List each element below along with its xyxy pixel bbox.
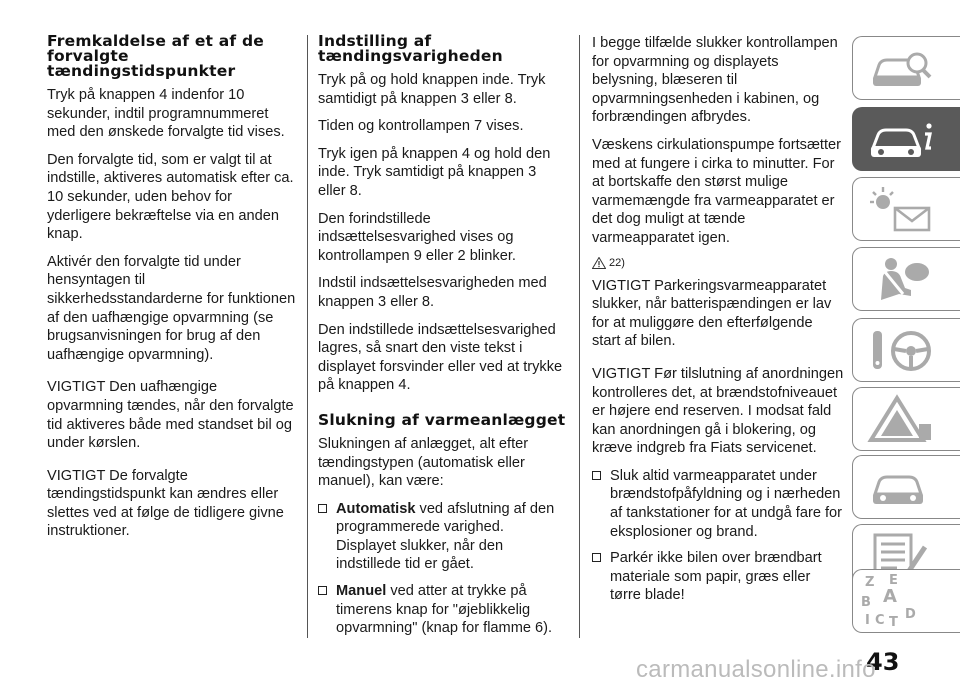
important-note: VIGTIGT De forvalgte tændingstidspunkt kan ændres eller slettes ved at følge de tidligere givne instruktioner.	[47, 467, 284, 540]
column-divider	[307, 35, 308, 638]
watermark: carmanualsonline.info	[636, 656, 876, 683]
checkbox-bullet-icon	[318, 504, 327, 513]
car-search-icon	[867, 43, 937, 95]
index-letter: D	[905, 607, 916, 622]
index-letter: C	[875, 613, 885, 628]
bullet-term: Automatisk	[336, 500, 416, 517]
chapter-tab-starting[interactable]	[852, 318, 960, 382]
section-heading-switch-off: Slukning af varmeanlægget	[318, 410, 566, 429]
page-number: 43	[866, 648, 900, 676]
seatbelt-airbag-icon	[867, 254, 937, 306]
column-1	[47, 34, 297, 550]
paragraph: Tiden og kontrollampen 7 vises.	[318, 118, 524, 135]
important-note: VIGTIGT Parkeringsvarmeapparatet slukker, når batterispændingen er lav for at muliggøre den efterfølgende start af bilen.	[592, 277, 832, 350]
list-item-manual	[318, 582, 566, 638]
chapter-tab-lights[interactable]	[852, 177, 960, 241]
checkbox-bullet-icon	[318, 586, 327, 595]
section-heading-recall-times: Fremkaldelse af et af de forvalgte tændingstidspunkter	[47, 32, 264, 80]
index-letter: Z	[865, 575, 875, 590]
chapter-tab-car-info[interactable]	[852, 107, 960, 171]
index-letter: A	[883, 586, 897, 607]
paragraph: Aktivér den forvalgte tid under hensyntagen til sikkerhedsstandarderne for funktionen af den uafhængige opvarmning (se brugsanvisningen for brug af den uafhængige opvarmning).	[47, 253, 296, 363]
chapter-tab-safety[interactable]	[852, 247, 960, 311]
list-item-automatic	[318, 500, 566, 574]
paragraph: Tryk igen på knappen 4 og hold den inde. Tryk samtidigt på knappen 3 eller 8.	[318, 145, 551, 199]
chapter-tab-index[interactable]	[852, 569, 960, 633]
bullet-text: Parkér ikke bilen over brændbart materiale som papir, græs eller tørre blade!	[610, 550, 822, 604]
column-divider	[579, 35, 580, 638]
bullet-text: ved atter at trykke på timerens knap for "øjeblikkelig opvarmning" (knap for flamme 6).	[336, 583, 553, 637]
checkbox-bullet-icon	[592, 553, 601, 562]
paragraph: Den forindstillede indsættelsesvarighed vises og kontrollampen 9 eller 2 blinker.	[318, 210, 516, 264]
chapter-tab-car-search[interactable]	[852, 36, 960, 100]
paragraph: Tryk på knappen 4 indenfor 10 sekunder, indtil programnummeret med den ønskede forvalgte tid vises.	[47, 87, 285, 141]
index-letter: I	[865, 613, 870, 628]
important-note: VIGTIGT Den uafhængige opvarmning tændes, når den forvalgte tid aktiveres både med standset bil og under kørslen.	[47, 379, 294, 452]
paragraph: Væskens cirkulationspumpe fortsætter med at fungere i cirka to minutter. For at bortskaffe den størst mulige varmemængde fra varmeapparatet er det dog muligt at tænde varmeapparatet igen.	[592, 136, 842, 246]
warning-triangle-icon	[592, 257, 606, 269]
key-wheel-icon	[867, 325, 937, 377]
important-note: VIGTIGT Før tilslutning af anordningen kontrolleres det, at brændstofniveauet er højere end reserven. I modsat fald kan anordningen gå i blokering, og kræve indgreb fra Fiats servicenet.	[592, 365, 844, 457]
bullet-text: Sluk altid varmeapparatet under brændstofpåfyldning og i nærheden af tankstationer for at undgå fare for eksplosioner og brand.	[610, 467, 843, 540]
reference-number: 22)	[609, 256, 625, 269]
checkbox-bullet-icon	[592, 471, 601, 480]
index-letter: E	[889, 573, 898, 588]
paragraph: Den forvalgte tid, som er valgt til at indstille, aktiveres automatisk efter ca. 10 sekunder, uden behov for yderligere bekræftelse via en anden knap.	[47, 151, 294, 243]
index-letter: T	[889, 615, 898, 628]
column-2	[318, 34, 566, 646]
chapter-tab-emergency[interactable]	[852, 387, 960, 451]
warning-reference	[592, 257, 844, 269]
index-letter: B	[861, 595, 871, 610]
chapter-tab-service[interactable]	[852, 455, 960, 519]
bullet-text: ved afslutning af den programmerede varighed. Displayet slukker, når den indstillede tid er gået.	[336, 500, 555, 573]
car-service-icon	[867, 462, 937, 514]
section-heading-duration: Indstilling af tændingsvarigheden	[318, 32, 503, 65]
bullet-term: Manuel	[336, 583, 387, 600]
warning-triangle-icon	[867, 394, 937, 446]
column-3	[592, 34, 844, 613]
list-item	[592, 467, 844, 541]
paragraph: Indstil indsættelsesvarigheden med knappen 3 eller 8.	[318, 275, 547, 310]
car-info-icon	[867, 114, 937, 166]
list-item	[592, 549, 844, 605]
paragraph: Slukningen af anlægget, alt efter tændingstypen (automatisk eller manuel), kan være:	[318, 435, 529, 490]
alphabet-index-icon	[859, 572, 939, 628]
paragraph: Den indstillede indsættelsesvarighed lagres, så snart den viste tekst i displayet forsvinder eller ved at trykke på knappen 4.	[318, 321, 563, 394]
paragraph: Tryk på og hold knappen inde. Tryk samtidigt på knappen 3 eller 8.	[318, 72, 546, 107]
lights-mail-icon	[867, 184, 937, 236]
paragraph: I begge tilfælde slukker kontrollampen for opvarmning og displayets belysning, blæseren til opvarmningsenheden i kabinen, og forbrændingen afbrydes.	[592, 35, 838, 126]
